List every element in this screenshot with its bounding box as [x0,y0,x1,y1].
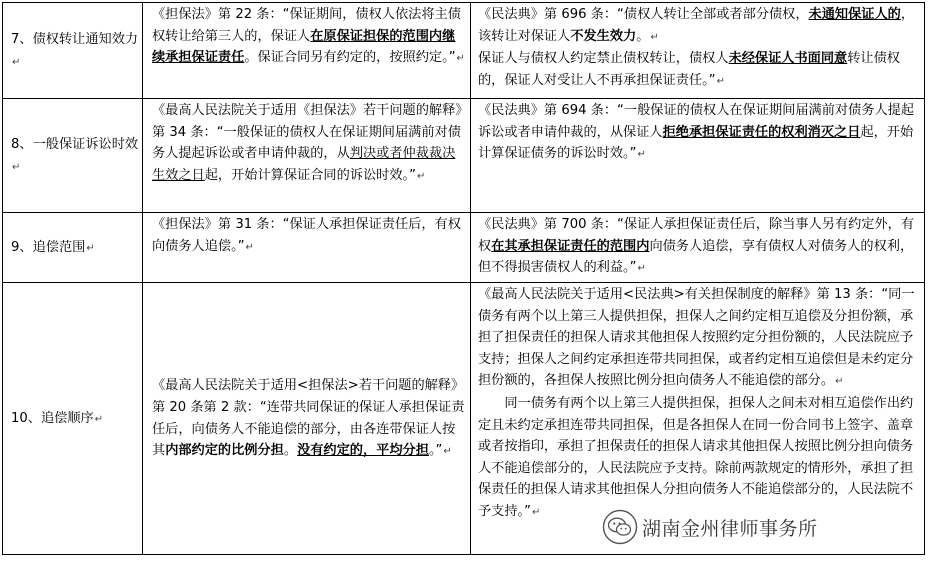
paragraph-mark: ↵ [637,149,646,161]
law-comparison-table [2,2,925,555]
text-segment: 《民法典》第 696 条：“债权人转让全部或者部分债权， [478,7,809,22]
topic-label: 8、一般保证诉讼时效 [11,136,139,152]
text-segment: 未通知保证人的 [808,7,901,22]
paragraph-mark: ↵ [12,56,21,68]
text-segment: 在原保证担保的范围内继续承担保证责任 [152,28,456,66]
text-segment: 《民法典》第 700 条：“保证人承担保证责任后，除当事人另有约定外，有权 [478,217,915,254]
paragraph-mark: ↵ [650,31,659,43]
topic-label: 9、追偿范围 [11,239,86,255]
text-segment: 起，开始计算保证债务的诉讼时效。” [478,124,914,162]
text-segment: 《担保法》第 22 条：“保证期间，债权人依法将主债权转让给第三人的，保证人 [152,7,461,44]
text-segment: 《最高人民法院关于适用<民法典>有关担保制度的解释》第 13 条：“同一债务有两个以上第三人提供担保，担保人之间约定相互追偿及分担份额，承担了担保责任的担保人请求其他担保人按照约定分担份额的，人民法院应予支持；担保人之间约定承担连带共同担保，或者约定相互追偿但是未约定分担份额的，各担保人按照比例分担向债务人不能追偿的部分。 [478,287,915,389]
text-segment: 《民法典》第 694 条：“一般保证的债权人在保证期间届满前对债务人提起诉讼或者申请仲裁的，从保证人 [478,103,915,140]
topic-label: 7、债权转让通知效力 [11,31,139,47]
paragraph-mark: ↵ [245,241,254,253]
paragraph-mark: ↵ [416,170,426,182]
paragraph-mark: ↵ [443,446,452,458]
paragraph-mark: ↵ [94,413,104,425]
text-segment: 不发生效力 [570,28,637,44]
text-segment: 起，开始计算保证合同的诉讼时效。” [204,167,416,183]
civil-code-paragraph [478,284,921,393]
paragraph-mark: ↵ [531,506,541,518]
table-row [3,99,925,213]
text-segment: 在其承担保证责任的范围内 [491,238,650,254]
topic-label: 10、追偿顺序 [11,410,94,426]
civil-code-paragraph [478,4,921,48]
civil-code-paragraph [478,214,921,280]
text-segment: 没有约定的，平均分担 [297,443,429,459]
paragraph-mark: ↵ [12,161,21,173]
civil-code-paragraph [478,393,921,524]
paragraph-mark: ↵ [835,376,844,388]
table-row [3,213,925,283]
text-segment: 转让债权的，保证人对受让人不再承担保证责任。” [478,51,900,88]
topic-cell [3,213,143,283]
text-segment: 。保证合同另有约定的，按照约定。” [244,50,456,66]
text-segment: 保证人与债权人约定禁止债权转让，债权人 [478,51,729,67]
civil-code-paragraph [478,48,921,92]
text-segment: 内部约定的比例分担 [165,443,284,459]
text-segment: 。” [428,443,443,459]
watermark-text: 湖南金州律师事务所 [642,517,818,540]
civil-code-cell [471,3,925,99]
text-segment: 向债务人追偿，享有债权人对债务人的权利，但不得损害债权人的利益。” [478,238,914,276]
text-segment: 《最高人民法院关于适用《担保法》若干问题的解释》第 34 条：“一般保证的债权人在保证期间届满前对债务人提起诉讼或者申请仲裁的，从 [152,103,462,162]
table-row [3,3,925,99]
paragraph-mark: ↵ [637,263,646,275]
text-segment: 未经保证人书面同意 [728,51,848,67]
paragraph-mark: ↵ [716,75,725,87]
paragraph-mark: ↵ [86,242,95,254]
text-segment: 。 [636,28,650,44]
watermark [600,505,824,549]
text-segment: 同一债务有两个以上第三人提供担保，担保人之间未对相互追偿作出约定且未约定承担连带共同担保，但是各担保人在同一份合同书上签字、盖章或者按指印，承担了担保责任的担保人请求其他担保人按照比例分担向债务人不能追偿部分的，人民法院应予支持。除前两款规定的情形外，承担了担保责任的担保人请求其他担保人分担向债务人不能追偿部分的，人民法院不予支持。” [478,395,914,519]
wechat-logo-icon [602,509,638,545]
topic-cell [3,3,143,99]
topic-cell [3,99,143,213]
table-body [3,3,925,555]
topic-cell [3,283,143,555]
text-segment: ，该转让对保证人 [478,7,915,44]
text-segment: 《最高人民法院关于适用<担保法>若干问题的解释》第 20 条第 2 款：“连带共同保证的保证人承担保证责任后，向债务人不能追偿的部分，由各连带保证人按其 [152,378,465,459]
civil-code-cell [471,99,925,213]
old-law-cell [143,213,471,283]
old-law-cell [143,3,471,99]
text-segment: 《担保法》第 31 条：“保证人承担保证责任后，有权向债务人追偿。” [152,217,461,254]
civil-code-cell [471,213,925,283]
old-law-cell [143,283,471,555]
text-segment: 判决或者仲裁裁决生效之日 [152,146,456,183]
text-segment: 。 [283,443,298,459]
old-law-cell [143,99,471,213]
paragraph-mark: ↵ [456,53,465,65]
text-segment: 拒绝承担保证责任的权利消灭之日 [662,124,861,140]
civil-code-paragraph [478,100,921,166]
